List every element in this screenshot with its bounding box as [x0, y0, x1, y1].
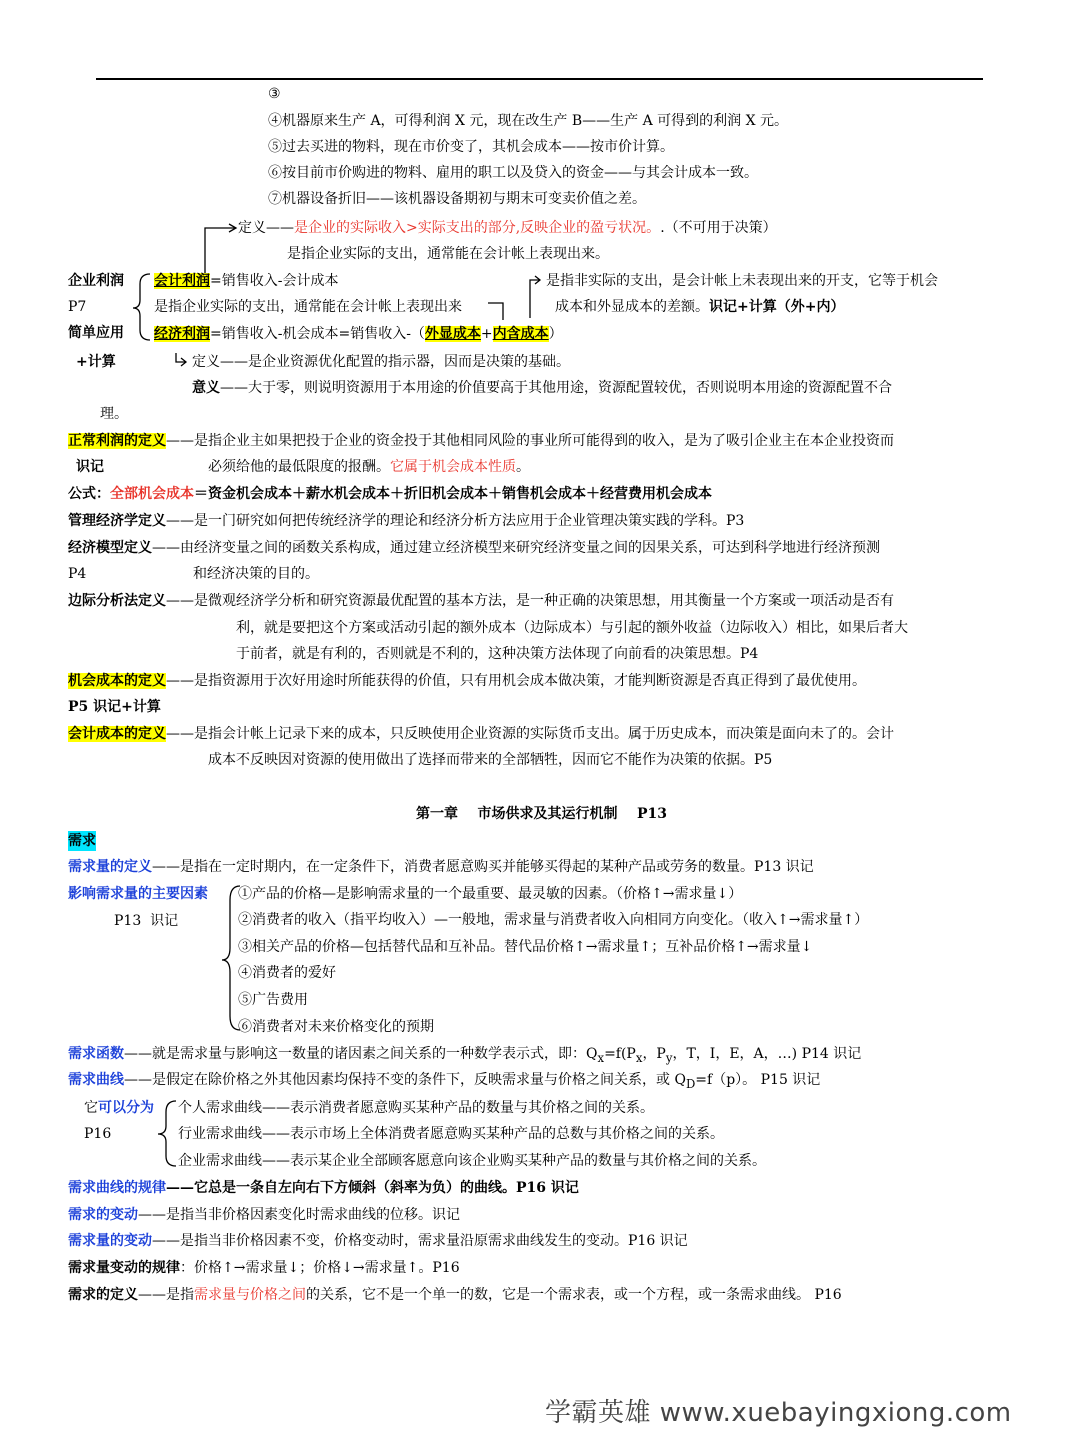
opportunity-cost-definition: 机会成本的定义——是指资源用于次好用途时所能获得的价值，只有用机会成本做决策，才能判断资源是否真正得到了最优使用。	[68, 673, 866, 689]
demand-quantity-definition: 需求量的定义——是指在一定时期内，在一定条件下，消费者愿意购买并能够买得起的某种产品或劳务的数量。P13 识记	[68, 859, 814, 875]
profit-definition-2: 定义——是企业资源优化配置的指示器，因而是决策的基础。	[192, 354, 570, 370]
watermark: 学霸英雄 www.xuebayingxiong.com	[545, 1398, 1012, 1428]
quantity-change-rule: 需求量变动的规律：价格↑→需求量↓；价格↓→需求量↑。P16	[68, 1260, 460, 1276]
curve-types-label: 它可以分为	[84, 1100, 154, 1116]
implicit-cost-note-1: 是指非实际的支出，是会计帐上未表现出来的开支，它等于机会	[546, 273, 938, 289]
accounting-profit-note: 是指企业实际的支出，通常能在会计帐上表现出来	[154, 299, 462, 315]
list-item-3: ③	[268, 86, 281, 102]
normal-profit-tag: 识记	[76, 459, 104, 475]
profit-meaning: 意义——大于零，则说明资源用于本用途的价值要高于其他用途，资源配置较优，否则说明本用途的资源配置不合	[192, 380, 892, 396]
demand-heading: 需求	[68, 833, 96, 849]
demand-curve-definition: 需求曲线——是假定在除价格之外其他因素均保持不变的条件下，反映需求量与价格之间关系，或 $Q_D=f(p)$。 P15 识记	[68, 1072, 821, 1091]
curve-type-individual: 个人需求曲线——表示消费者愿意购买某种产品的数量与其价格之间的关系。	[178, 1100, 654, 1116]
profit-definition-1: 定义——是企业的实际收入>实际支出的部分,反映企业的盈亏状况。.（不可用于决策）	[238, 220, 777, 236]
marginal-analysis-cont-2: 于前者，就是有利的，否则就是不利的，这种决策方法体现了向前看的决策思想。P4	[236, 646, 759, 662]
demand-function-definition: 需求函数——就是需求量与影响这一数量的诸因素之间关系的一种数学表示式，即：$Q_x=f(P_x$，$P_y$，T，I，E，A，…) P14 识记	[68, 1046, 862, 1065]
list-item-4: ④机器原来生产 A，可得利润 X 元，现在改生产 B——生产 A 可得到的利润 X 元。	[268, 113, 789, 129]
opportunity-cost-tag: P5 识记+计算	[68, 699, 161, 715]
profit-left-label-4: +计算	[76, 354, 116, 370]
economic-profit-formula: 经济利润=销售收入-机会成本=销售收入-（外显成本+内含成本）	[154, 326, 563, 342]
demand-definition: 需求的定义——是指需求量与价格之间的关系，它不是一个单一的数，它是一个需求表，或一个方程，或一条需求曲线。 P16	[68, 1287, 842, 1303]
economic-model-definition: 经济模型定义——由经济变量之间的函数关系构成，通过建立经济模型来研究经济变量之间的因果关系，可达到科学地进行经济预测	[68, 540, 880, 556]
normal-profit-definition: 正常利润的定义——是指企业主如果把投于企业的资金投于其他相同风险的事业所可能得到的收入，是为了吸引企业主在本企业投资而	[68, 433, 894, 449]
demand-factor-3: ③相关产品的价格—包括替代品和互补品。替代品价格↑→需求量↑；互补品价格↑→需求量↓	[238, 939, 813, 955]
demand-factors-tag: P13 识记	[114, 913, 179, 929]
opportunity-cost-formula: 公式：全部机会成本＝资金机会成本＋薪水机会成本＋折旧机会成本＋销售机会成本＋经营费用机会成本	[68, 486, 712, 502]
curve-type-firm: 企业需求曲线——表示某企业全部顾客愿意向该企业购买某种产品的数量与其价格之间的关系。	[178, 1153, 766, 1169]
accounting-profit-formula: 会计利润=销售收入-会计成本	[154, 273, 339, 289]
economic-model-cont: 和经济决策的目的。	[193, 566, 319, 582]
explicit-cost-note: 是指企业实际的支出，通常能在会计帐上表现出来。	[287, 246, 609, 262]
accounting-cost-definition: 会计成本的定义——是指会计帐上记录下来的成本，只反映使用企业资源的实际货币支出。属于历史成本，而决策是面向未了的。会计	[68, 726, 894, 742]
marginal-analysis-cont-1: 利，就是要把这个方案或活动引起的额外成本（边际成本）与引起的额外收益（边际收入）相比，如果后者大	[236, 620, 908, 636]
economic-model-tag: P4	[68, 566, 87, 582]
managerial-economics-definition: 管理经济学定义——是一门研究如何把传统经济学的理论和经济分析方法应用于企业管理决策实践的学科。P3	[68, 513, 745, 529]
profit-left-label-1: 企业利润	[68, 273, 124, 289]
profit-left-label-2: P7	[68, 299, 87, 315]
demand-factors-term: 影响需求量的主要因素	[68, 886, 208, 902]
list-item-7: ⑦机器设备折旧——该机器设备期初与期末可变卖价值之差。	[268, 191, 646, 207]
quantity-change-definition: 需求量的变动——是指当非价格因素不变，价格变动时，需求量沿原需求曲线发生的变动。P16 识记	[68, 1233, 688, 1249]
marginal-analysis-definition: 边际分析法定义——是微观经济学分析和研究资源最优配置的基本方法，是一种正确的决策思想，用其衡量一个方案或一项活动是否有	[68, 593, 894, 609]
demand-factor-5: ⑤广告费用	[238, 992, 308, 1008]
demand-factor-2: ②消费者的收入（指平均收入）—一般地，需求量与消费者收入向相同方向变化。（收入↑→需求量↑）	[238, 912, 869, 928]
profit-meaning-cont: 理。	[100, 406, 128, 422]
demand-factor-4: ④消费者的爱好	[238, 965, 336, 981]
profit-left-label-3: 简单应用	[68, 325, 124, 341]
demand-curve-rule: 需求曲线的规律——它总是一条自左向右下方倾斜（斜率为负）的曲线。P16 识记	[68, 1180, 579, 1196]
demand-factor-1: ①产品的价格—是影响需求量的一个最重要、最灵敏的因素。（价格↑→需求量↓）	[238, 886, 743, 902]
list-item-5: ⑤过去买进的物料，现在市价变了，其机会成本——按市价计算。	[268, 139, 674, 155]
normal-profit-cont: 必须给他的最低限度的报酬。它属于机会成本性质。	[208, 459, 530, 475]
curve-type-industry: 行业需求曲线——表示市场上全体消费者愿意购买某种产品的总数与其价格之间的关系。	[178, 1126, 724, 1142]
chapter-title: 第一章 市场供求及其运行机制 P13	[416, 806, 668, 822]
demand-change-definition: 需求的变动——是指当非价格因素变化时需求曲线的位移。识记	[68, 1207, 460, 1223]
list-item-6: ⑥按目前市价购进的物料、雇用的职工以及贷入的资金——与其会计成本一致。	[268, 165, 758, 181]
demand-factor-6: ⑥消费者对未来价格变化的预期	[238, 1019, 434, 1035]
implicit-cost-note-2: 成本和外显成本的差额。识记+计算（外+内）	[555, 299, 845, 315]
accounting-cost-cont: 成本不反映因对资源的使用做出了选择而带来的全部牺牲，因而它不能作为决策的依据。P5	[208, 752, 773, 768]
curve-types-tag: P16	[84, 1126, 112, 1142]
